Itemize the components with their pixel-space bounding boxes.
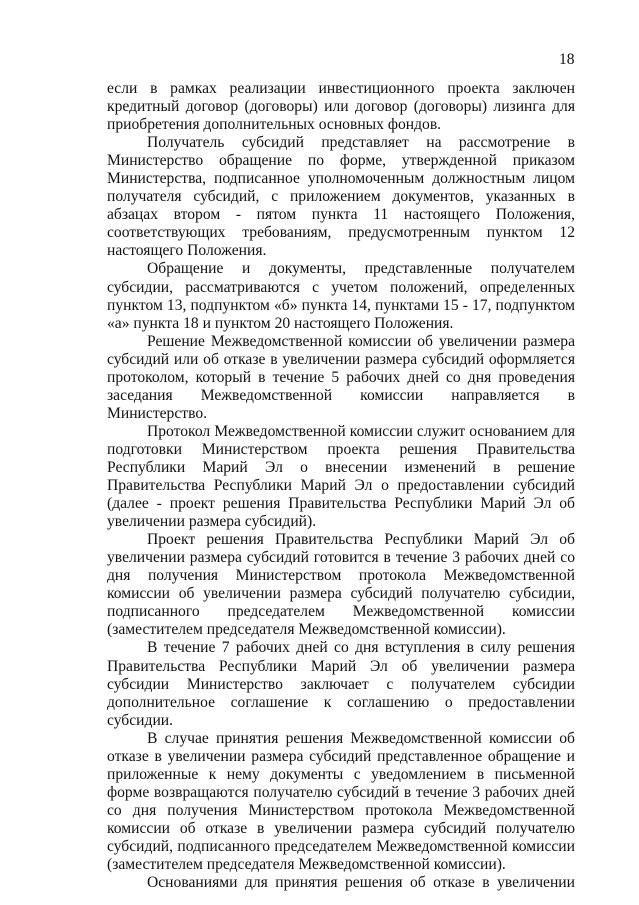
paragraph-application-submission: Получатель субсидий представляет на рассмотрение в Министерство обращение по форме, утвержденной приказом Министерства, подписанное уполномоченным должностным лицом получателя субсидий, с приложением документов, указанных в абзацах втором - пятом пункта 11 настоящего Положения, соответствующих требованиям, предусмотренным пунктом 12 настоящего Положения. [107,134,575,260]
paragraph-refusal-return: В случае принятия решения Межведомственной комиссии об отказе в увеличении размера субсидий представленное обращение и приложенные к нему документы с уведомлением в письменной форме возвращаются получателю субсидий в течение 3 рабочих дней со дня получения Министерством протокола Межведомственной комиссии об отказе в увеличении размера субсидий получателю субсидий, подписанного председателем Межведомственной комиссии (заместителем председателя Межведомственной комиссии). [107,729,575,874]
paragraph-commission-decision: Решение Межведомственной комиссии об увеличении размера субсидий или об отказе в увеличении размера субсидий оформляется протоколом, который в течение 5 рабочих дней со дня проведения заседания Межведомственной комиссии направляется в Министерство. [107,332,575,422]
document-body [107,80,575,892]
paragraph-refusal-grounds: Основаниями для принятия решения об отказе в увеличении [147,874,575,892]
page-number: 18 [559,51,575,68]
paragraph-review-documents: Обращение и документы, представленные получателем субсидии, рассматриваются с учетом положений, определенных пунктом 13, подпунктом «б» пункта 14, пунктами 15 - 17, подпунктом «а» пункта 18 и пунктом 20 настоящего Положения. [107,260,575,332]
paragraph-additional-agreement: В течение 7 рабочих дней со дня вступления в силу решения Правительства Республики Марий Эл об увеличении размера субсидии Министерство заключает с получателем субсидии дополнительное соглашение к соглашению о предоставлении субсидии. [107,639,575,729]
paragraph-continuation: если в рамках реализации инвестиционного проекта заключен кредитный договор (договоры) или договор (договоры) лизинга для приобретения дополнительных основных фондов. [107,80,575,134]
paragraph-commission-protocol: Протокол Межведомственной комиссии служит основанием для подготовки Министерством проекта решения Правительства Республики Марий Эл о внесении изменений в решение Правительства Республики Марий Эл о предоставлении субсидий (далее - проект решения Правительства Республики Марий Эл об увеличении размера субсидий). [107,422,575,531]
paragraph-draft-decision: Проект решения Правительства Республики Марий Эл об увеличении размера субсидий готовится в течение 3 рабочих дней со дня получения Министерством протокола Межведомственной комиссии об увеличении размера субсидий получателю субсидии, подписанного председателем Межведомственной комиссии (заместителем председателя Межведомственной комиссии). [107,531,575,639]
